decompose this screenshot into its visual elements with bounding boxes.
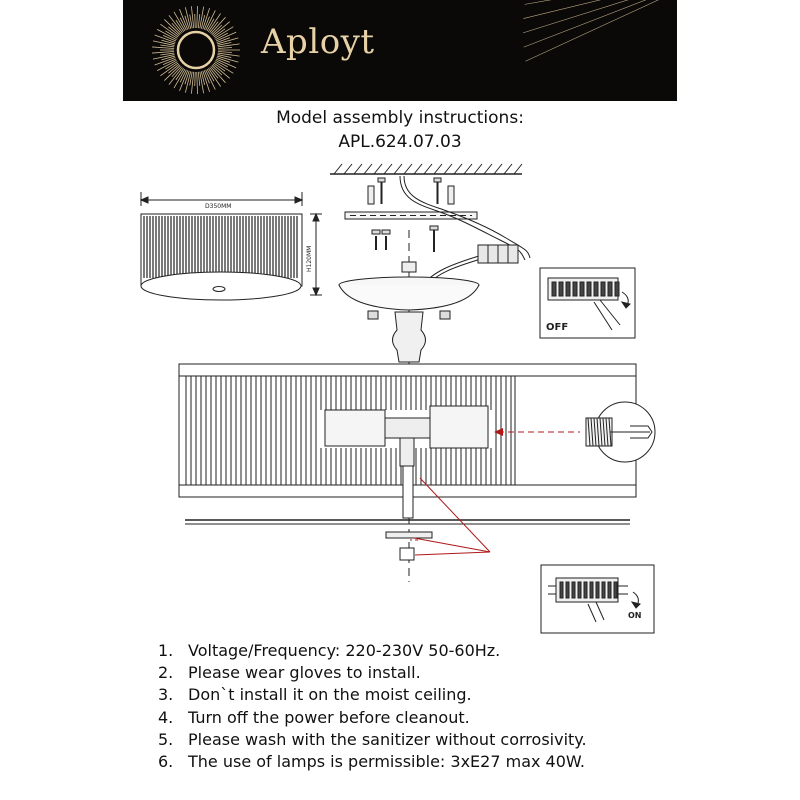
ceiling-screw bbox=[378, 178, 385, 204]
ceiling-screw bbox=[434, 178, 441, 204]
instruction-number: 1. bbox=[158, 641, 174, 660]
instruction-item bbox=[158, 751, 587, 773]
instruction-item bbox=[158, 684, 587, 706]
instruction-list bbox=[158, 640, 587, 773]
height-label: H120MM bbox=[306, 245, 313, 272]
lampshade-dimension-view bbox=[141, 192, 322, 300]
instruction-number: 4. bbox=[158, 707, 174, 727]
small-screw bbox=[430, 226, 438, 252]
ceiling-hatch bbox=[330, 164, 522, 174]
instruction-text: Don`t install it on the moist ceiling. bbox=[188, 685, 472, 705]
diffuser-plate bbox=[185, 520, 630, 560]
diameter-label: D350MM bbox=[205, 203, 232, 210]
mounting-bar bbox=[345, 212, 477, 219]
instruction-number: 5. bbox=[158, 729, 174, 749]
instruction-number: 3. bbox=[158, 685, 174, 705]
instruction-item bbox=[158, 707, 587, 729]
instruction-item bbox=[158, 640, 587, 662]
instruction-item bbox=[158, 662, 587, 684]
brand-name: Aployt bbox=[261, 22, 375, 62]
terminal-block bbox=[478, 245, 518, 263]
decorative-finial bbox=[393, 312, 426, 362]
instruction-number: 6. bbox=[158, 752, 174, 772]
switch-on-illustration bbox=[541, 565, 654, 633]
instructions-title: Model assembly instructions: bbox=[276, 108, 524, 128]
switch-on-label: ON bbox=[628, 611, 642, 620]
instruction-text: Voltage/Frequency: 220-230V 50-60Hz. bbox=[188, 641, 501, 660]
instruction-text: The use of lamps is permissible: 3xE27 max 40W. bbox=[188, 752, 585, 772]
instruction-number: 2. bbox=[158, 663, 174, 683]
instruction-text: Please wear gloves to install. bbox=[188, 663, 421, 683]
switch-off-label: OFF bbox=[546, 322, 569, 333]
instruction-text: Turn off the power before cleanout. bbox=[188, 707, 470, 727]
ceiling-canopy bbox=[339, 262, 479, 319]
small-screw bbox=[372, 230, 390, 250]
instruction-item bbox=[158, 729, 587, 751]
model-number: APL.624.07.03 bbox=[338, 132, 462, 152]
instruction-text: Please wash with the sanitizer without corrosivity. bbox=[188, 729, 587, 749]
arrow-line bbox=[415, 552, 490, 555]
